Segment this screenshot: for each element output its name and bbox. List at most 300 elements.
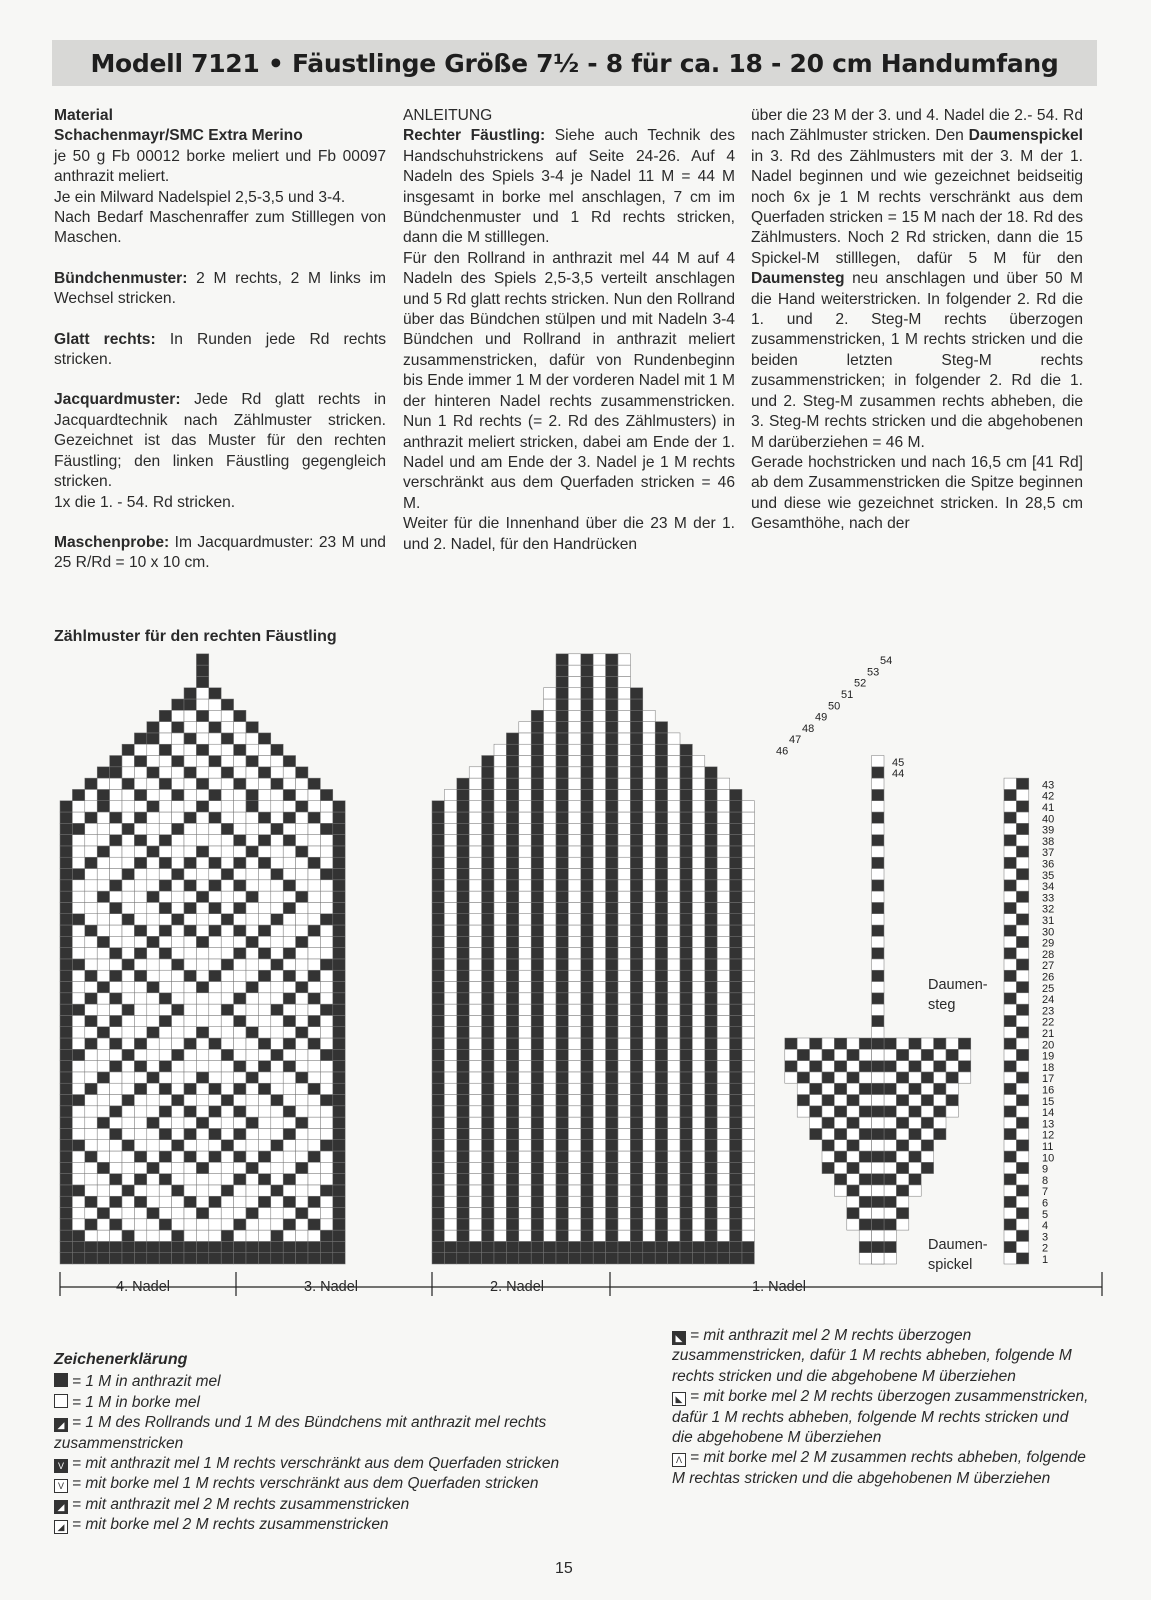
chart-cell: [593, 688, 605, 699]
chart-cell: [556, 970, 568, 981]
chart-cell: [134, 823, 146, 834]
chart-cell: [519, 1106, 531, 1117]
chart-cell: [872, 1106, 884, 1117]
chart-cell: [134, 1106, 146, 1117]
chart-cell: [494, 970, 506, 981]
chart-cell: [308, 925, 320, 936]
chart-cell: [184, 1072, 196, 1083]
chart-cell: [717, 1015, 729, 1026]
chart-cell: [172, 733, 184, 744]
chart-cell: [444, 880, 456, 891]
chart-cell: [1004, 891, 1016, 902]
chart-cell: [618, 733, 630, 744]
chart-cell: [196, 1162, 208, 1173]
chart-cell: [234, 1095, 246, 1106]
chart-cell: [296, 1196, 308, 1207]
chart-cell: [630, 1106, 642, 1117]
chart-cell: [618, 857, 630, 868]
chart-cell: [934, 1038, 946, 1049]
chart-cell: [556, 789, 568, 800]
chart-cell: [606, 902, 618, 913]
chart-cell: [544, 801, 556, 812]
chart-cell: [568, 891, 580, 902]
chart-cell: [122, 1072, 134, 1083]
chart-cell: [482, 1162, 494, 1173]
chart-cell: [655, 959, 667, 970]
chart-cell: [581, 982, 593, 993]
chart-cell: [234, 1162, 246, 1173]
chart-cell: [680, 1027, 692, 1038]
chart-cell: [221, 789, 233, 800]
chart-cell: [834, 1185, 846, 1196]
chart-cell: [643, 970, 655, 981]
chart-cell: [742, 970, 754, 981]
chart-cell: [469, 959, 481, 970]
chart-cell: [258, 778, 270, 789]
chart-cell: [209, 1072, 221, 1083]
row-number: 15: [1042, 1095, 1055, 1108]
chart-cell: [209, 948, 221, 959]
chart-cell: [606, 789, 618, 800]
chart-cell: [519, 970, 531, 981]
chart-cell: [494, 1162, 506, 1173]
chart-cell: [1016, 1083, 1028, 1094]
chart-cell: [122, 1038, 134, 1049]
chart-cell: [246, 857, 258, 868]
chart-cell: [283, 1038, 295, 1049]
chart-cell: [655, 1151, 667, 1162]
chart-cell: [1016, 1004, 1028, 1015]
chart-cell: [122, 1106, 134, 1117]
chart-cell: [884, 1049, 896, 1060]
chart-cell: [655, 1196, 667, 1207]
chart-cell: [556, 857, 568, 868]
chart-cell: [730, 1083, 742, 1094]
chart-cell: [60, 970, 72, 981]
chart-cell: [494, 767, 506, 778]
chart-cell: [72, 1095, 84, 1106]
chart-cell: [172, 902, 184, 913]
chart-cell: [717, 1253, 729, 1264]
chart-cell: [258, 823, 270, 834]
chart-cell: [444, 1208, 456, 1219]
chart-cell: [97, 857, 109, 868]
chart-cell: [184, 857, 196, 868]
chart-cell: [797, 1061, 809, 1072]
chart-cell: [209, 1253, 221, 1264]
chart-cell: [147, 733, 159, 744]
chart-cell: [110, 1230, 122, 1241]
chart-cell: [209, 857, 221, 868]
chart-cell: [234, 1140, 246, 1151]
chart-cell: [531, 1241, 543, 1252]
chart-cell: [320, 982, 332, 993]
chart-cell: [258, 1049, 270, 1060]
chart-cell: [333, 1230, 345, 1241]
chart-cell: [668, 1117, 680, 1128]
chart-cell: [97, 948, 109, 959]
chart-cell: [172, 823, 184, 834]
chart-cell: [172, 869, 184, 880]
chart-cell: [618, 1083, 630, 1094]
chart-cell: [134, 1061, 146, 1072]
chart-cell: [60, 959, 72, 970]
chart-cell: [110, 914, 122, 925]
chart-cell: [308, 1208, 320, 1219]
chart-cell: [896, 1038, 908, 1049]
chart-cell: [97, 914, 109, 925]
chart-cell: [457, 1185, 469, 1196]
chart-cell: [147, 1072, 159, 1083]
chart-cell: [655, 970, 667, 981]
chart-cell: [184, 1015, 196, 1026]
chart-cell: [258, 1095, 270, 1106]
chart-cell: [271, 1140, 283, 1151]
chart-cell: [271, 1128, 283, 1139]
chart-cell: [494, 744, 506, 755]
legend-item: = 1 M in anthrazit mel: [54, 1372, 654, 1392]
chart-cell: [506, 970, 518, 981]
chart-cell: [432, 835, 444, 846]
chart-cell: [730, 1072, 742, 1083]
chart-cell: [847, 1106, 859, 1117]
chart-cell: [494, 1083, 506, 1094]
chart-cell: [184, 801, 196, 812]
chart-cell: [258, 1230, 270, 1241]
chart-cell: [432, 1196, 444, 1207]
chart-cell: [184, 1049, 196, 1060]
chart-cell: [506, 1038, 518, 1049]
chart-cell: [581, 767, 593, 778]
chart-cell: [271, 767, 283, 778]
material-heading: Material: [54, 107, 113, 124]
chart-cell: [122, 948, 134, 959]
chart-cell: [134, 835, 146, 846]
chart-cell: [630, 1049, 642, 1060]
chart-cell: [258, 914, 270, 925]
chart-cell: [872, 982, 884, 993]
chart-cell: [85, 823, 97, 834]
chart-cell: [469, 1151, 481, 1162]
chart-cell: [1004, 1128, 1016, 1139]
chart-cell: [283, 1185, 295, 1196]
chart-cell: [1004, 869, 1016, 880]
chart-cell: [234, 789, 246, 800]
chart-cell: [258, 936, 270, 947]
chart-cell: [296, 1151, 308, 1162]
chart-cell: [705, 1117, 717, 1128]
chart-cell: [172, 1151, 184, 1162]
chart-cell: [308, 1095, 320, 1106]
chart-cell: [630, 857, 642, 868]
chart-cell: [209, 1095, 221, 1106]
chart-cell: [730, 801, 742, 812]
chart-cell: [85, 789, 97, 800]
chart-cell: [705, 1049, 717, 1060]
chart-cell: [519, 1185, 531, 1196]
chart-cell: [668, 1208, 680, 1219]
chart-cell: [159, 756, 171, 767]
chart-cell: [531, 1185, 543, 1196]
chart-cell: [432, 1151, 444, 1162]
chart-cell: [432, 1015, 444, 1026]
chart-cell: [680, 970, 692, 981]
chart-cell: [172, 1140, 184, 1151]
chart-cell: [159, 1185, 171, 1196]
chart-cell: [457, 993, 469, 1004]
chart-cell: [705, 1140, 717, 1151]
chart-cell: [730, 812, 742, 823]
chart-cell: [122, 869, 134, 880]
chart-cell: [308, 789, 320, 800]
chart-cell: [271, 1151, 283, 1162]
chart-cell: [283, 1219, 295, 1230]
chart-cell: [643, 710, 655, 721]
chart-cell: [320, 970, 332, 981]
chart-cell: [859, 1061, 871, 1072]
chart-cell: [444, 835, 456, 846]
chart-cell: [705, 1128, 717, 1139]
chart-cell: [618, 801, 630, 812]
chart-cell: [432, 1106, 444, 1117]
chart-cell: [717, 1230, 729, 1241]
chart-cell: [320, 1151, 332, 1162]
chart-cell: [296, 1004, 308, 1015]
chart-cell: [556, 1253, 568, 1264]
chart-cell: [184, 993, 196, 1004]
chart-cell: [457, 778, 469, 789]
chart-cell: [159, 1174, 171, 1185]
chart-cell: [618, 812, 630, 823]
chart-cell: [60, 1049, 72, 1060]
chart-cell: [494, 1196, 506, 1207]
chart-cell: [884, 1196, 896, 1207]
chart-cell: [618, 835, 630, 846]
chart-cell: [593, 1049, 605, 1060]
chart-cell: [506, 1162, 518, 1173]
chart-cell: [494, 936, 506, 947]
chart-cell: [333, 1004, 345, 1015]
chart-cell: [60, 1174, 72, 1185]
chart-cell: [196, 1106, 208, 1117]
needle-label-1: 1. Nadel: [752, 1279, 807, 1295]
chart-cell: [494, 1027, 506, 1038]
chart-cell: [544, 993, 556, 1004]
chart-cell: [308, 1049, 320, 1060]
chart-cell: [581, 1253, 593, 1264]
chart-cell: [97, 801, 109, 812]
chart-cell: [333, 1174, 345, 1185]
chart-cell: [884, 1230, 896, 1241]
chart-cell: [72, 948, 84, 959]
chart-cell: [556, 1230, 568, 1241]
chart-cell: [822, 1128, 834, 1139]
chart-cell: [705, 801, 717, 812]
chart-cell: [221, 699, 233, 710]
chart-cell: [196, 970, 208, 981]
chart-cell: [258, 902, 270, 913]
chart-cell: [296, 801, 308, 812]
chart-cell: [630, 1196, 642, 1207]
chart-cell: [159, 1162, 171, 1173]
chart-cell: [110, 1061, 122, 1072]
chart-cell: [730, 1208, 742, 1219]
chart-cell: [859, 1196, 871, 1207]
chart-cell: [519, 823, 531, 834]
chart-cell: [134, 1185, 146, 1196]
chart-cell: [196, 756, 208, 767]
chart-cell: [810, 1061, 822, 1072]
chart-cell: [333, 1140, 345, 1151]
chart-cell: [469, 1095, 481, 1106]
chart-cell: [184, 688, 196, 699]
chart-cell: [159, 789, 171, 800]
chart-cell: [872, 1083, 884, 1094]
chart-cell: [519, 1253, 531, 1264]
chart-cell: [692, 880, 704, 891]
chart-cell: [568, 880, 580, 891]
chart-cell: [568, 925, 580, 936]
chart-cell: [655, 891, 667, 902]
chart-cell: [72, 1038, 84, 1049]
raffer-text: Nach Bedarf Maschenraffer zum Stilllegen von Maschen.: [54, 209, 386, 247]
chart-cell: [1004, 1015, 1016, 1026]
chart-cell: [482, 1185, 494, 1196]
chart-cell: [506, 823, 518, 834]
chart-cell: [581, 993, 593, 1004]
chart-cell: [308, 993, 320, 1004]
chart-cell: [519, 1072, 531, 1083]
chart-cell: [97, 1106, 109, 1117]
chart-cell: [271, 982, 283, 993]
chart-cell: [308, 936, 320, 947]
chart-cell: [717, 902, 729, 913]
chart-cell: [147, 970, 159, 981]
chart-cell: [921, 1083, 933, 1094]
chart-cell: [283, 869, 295, 880]
chart-cell: [172, 857, 184, 868]
chart-cell: [494, 880, 506, 891]
chart-cell: [593, 1015, 605, 1026]
chart-cell: [618, 1072, 630, 1083]
chart-cell: [209, 1162, 221, 1173]
chart-cell: [531, 902, 543, 913]
chart-cell: [692, 767, 704, 778]
chart-cell: [568, 846, 580, 857]
chart-cell: [283, 902, 295, 913]
chart-cell: [221, 722, 233, 733]
chart-cell: [717, 1162, 729, 1173]
chart-cell: [147, 959, 159, 970]
chart-cell: [283, 835, 295, 846]
chart-cell: [606, 925, 618, 936]
chart-cell: [655, 1117, 667, 1128]
chart-cell: [730, 1106, 742, 1117]
chart-cell: [469, 823, 481, 834]
chart-cell: [482, 1095, 494, 1106]
chart-cell: [730, 1038, 742, 1049]
chart-cell: [147, 1140, 159, 1151]
chart-cell: [432, 1241, 444, 1252]
chart-cell: [717, 936, 729, 947]
chart-cell: [618, 1185, 630, 1196]
chart-cell: [581, 1196, 593, 1207]
chart-cell: [519, 914, 531, 925]
chart-cell: [172, 993, 184, 1004]
chart-cell: [506, 1128, 518, 1139]
chart-cell: [172, 812, 184, 823]
chart-cell: [172, 1106, 184, 1117]
chart-cell: [184, 902, 196, 913]
chart-cell: [122, 1083, 134, 1094]
chart-cell: [655, 823, 667, 834]
chart-cell: [482, 1230, 494, 1241]
chart-cell: [692, 1004, 704, 1015]
chart-cell: [692, 823, 704, 834]
row-number: 52: [854, 677, 867, 690]
chart-cell: [618, 665, 630, 676]
chart-cell: [630, 970, 642, 981]
chart-cell: [122, 1185, 134, 1196]
chart-cell: [519, 801, 531, 812]
chart-cell: [209, 925, 221, 936]
chart-cell: [184, 880, 196, 891]
chart-cell: [209, 1015, 221, 1026]
chart-cell: [1004, 1241, 1016, 1252]
chart-cell: [519, 1061, 531, 1072]
chart-cell: [593, 869, 605, 880]
chart-cell: [556, 1083, 568, 1094]
chart-cell: [457, 1162, 469, 1173]
chart-cell: [668, 1140, 680, 1151]
chart-cell: [432, 812, 444, 823]
chart-cell: [72, 1174, 84, 1185]
chart-cell: [60, 880, 72, 891]
chart-cell: [568, 1196, 580, 1207]
cont-p2: Gerade hochstricken und nach 16,5 cm [41 Rd] ab dem Zusammenstricken die Spitze beginnen und diese wie gezeichnet stricken. In 28,5 cm Gesamthöhe, nach der: [751, 453, 1083, 533]
chart-cell: [630, 1004, 642, 1015]
chart-cell: [308, 801, 320, 812]
chart-cell: [643, 1117, 655, 1128]
chart-cell: [705, 789, 717, 800]
chart-cell: [258, 801, 270, 812]
thumb-spickel-label: Daumen- spickel: [928, 1237, 988, 1273]
chart-cell: [432, 880, 444, 891]
chart-cell: [60, 1106, 72, 1117]
chart-cell: [556, 902, 568, 913]
chart-cell: [469, 1004, 481, 1015]
chart-cell: [296, 1174, 308, 1185]
chart-cell: [196, 1219, 208, 1230]
chart-cell: [705, 1151, 717, 1162]
chart-cell: [60, 914, 72, 925]
chart-cell: [122, 1174, 134, 1185]
chart-cell: [730, 1049, 742, 1060]
chart-cell: [122, 835, 134, 846]
chart-cell: [717, 869, 729, 880]
chart-cell: [581, 959, 593, 970]
chart-cell: [593, 756, 605, 767]
chart-cell: [444, 1128, 456, 1139]
chart-cell: [630, 1061, 642, 1072]
chart-cell: [568, 1038, 580, 1049]
chart-cell: [234, 1038, 246, 1049]
chart-cell: [544, 936, 556, 947]
chart-cell: [742, 1015, 754, 1026]
chart-cell: [60, 1038, 72, 1049]
chart-cell: [482, 1128, 494, 1139]
chart-cell: [482, 936, 494, 947]
